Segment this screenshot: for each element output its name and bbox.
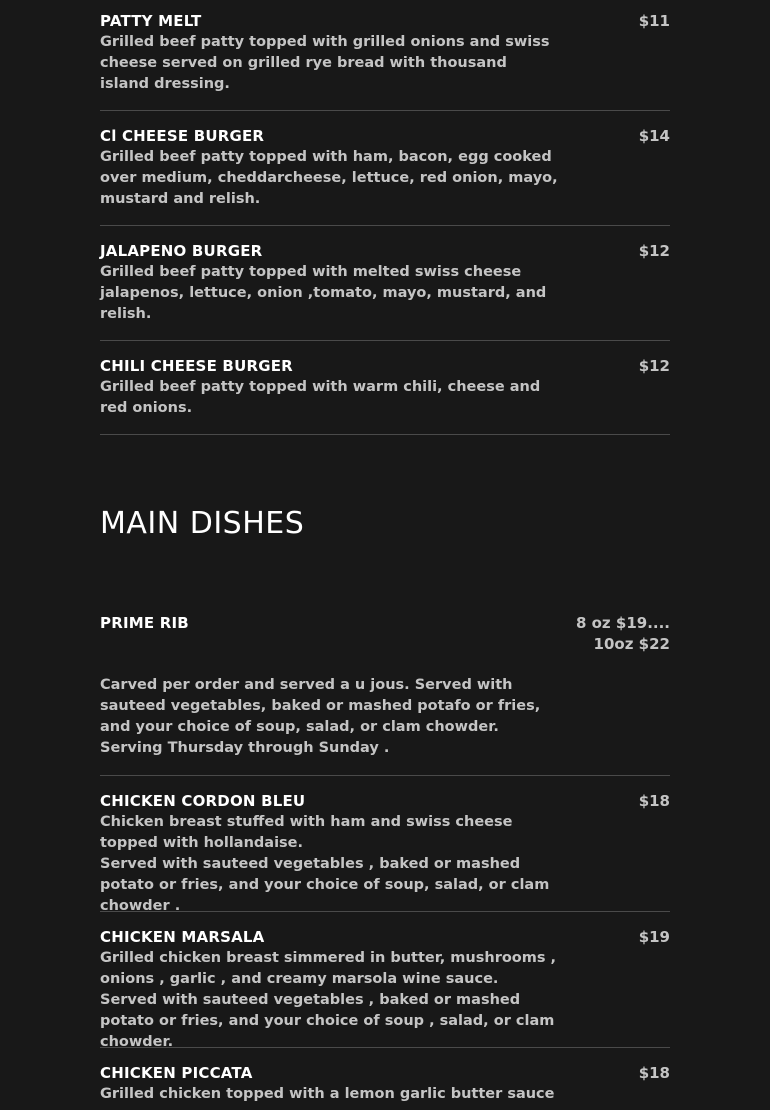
item-name: PATTY MELT — [100, 12, 202, 30]
menu-item — [100, 11, 670, 111]
item-price: $18 — [638, 792, 670, 810]
item-name: CHICKEN CORDON BLEU — [100, 792, 306, 810]
item-name: CHICKEN MARSALA — [100, 928, 265, 946]
item-description: Grilled beef patty topped with ham, bacon, egg cooked over medium, cheddarcheese, lettuce, red onion, mayo, mustard and relish. — [100, 149, 558, 207]
item-price-line: 10oz $22 — [593, 635, 670, 653]
item-price: $12 — [638, 242, 670, 260]
menu-item — [100, 791, 670, 912]
item-name: PRIME RIB — [100, 614, 189, 632]
menu-item — [100, 613, 670, 776]
item-price-line: 8 oz $19.... — [575, 614, 670, 632]
menu-item — [100, 1063, 670, 1110]
item-price — [576, 613, 670, 655]
item-description: Grilled beef patty topped with warm chili, cheese and red onions. — [100, 379, 541, 416]
item-price: $11 — [638, 12, 670, 30]
item-description: Grilled beef patty topped with grilled onions and swiss cheese served on grilled rye bread with thousand island dressing. — [100, 34, 550, 92]
item-name: CHILI CHEESE BURGER — [100, 357, 293, 375]
item-name: Cl CHEESE BURGER — [100, 127, 265, 145]
menu-item — [100, 126, 670, 226]
item-price: $19 — [638, 928, 670, 946]
menu-item — [100, 927, 670, 1048]
item-name: JALAPENO BURGER — [100, 242, 263, 260]
item-description: Grilled chicken breast simmered in butter, mushrooms , onions , garlic , and creamy marsola wine sauce. Served with sauteed vegetables , baked or mashed potato or fries, and your choice of soup , salad, or clam chowder. — [100, 950, 557, 1050]
item-price: $18 — [638, 1064, 670, 1082]
item-description: Grilled chicken topped with a lemon garlic butter sauce — [100, 1086, 555, 1102]
item-price: $12 — [638, 357, 670, 375]
item-price: $14 — [638, 127, 670, 145]
item-description: Grilled beef patty topped with melted swiss cheese jalapenos, lettuce, onion ,tomato, mayo, mustard, and relish. — [100, 264, 547, 322]
item-description: Carved per order and served a u jous. Served with sauteed vegetables, baked or mashed potafo or fries, and your choice of soup, salad, or clam chowder. Serving Thursday through Sunday . — [100, 677, 541, 756]
item-name: CHICKEN PICCATA — [100, 1064, 253, 1082]
item-description: Chicken breast stuffed with ham and swiss cheese topped with hollandaise. Served with sauteed vegetables , baked or mashed potato or fries, and your choice of soup, salad, or clam chowder . — [100, 814, 550, 914]
menu-item — [100, 241, 670, 341]
section-title: MAIN DISHES — [100, 506, 305, 541]
menu-item — [100, 356, 670, 435]
